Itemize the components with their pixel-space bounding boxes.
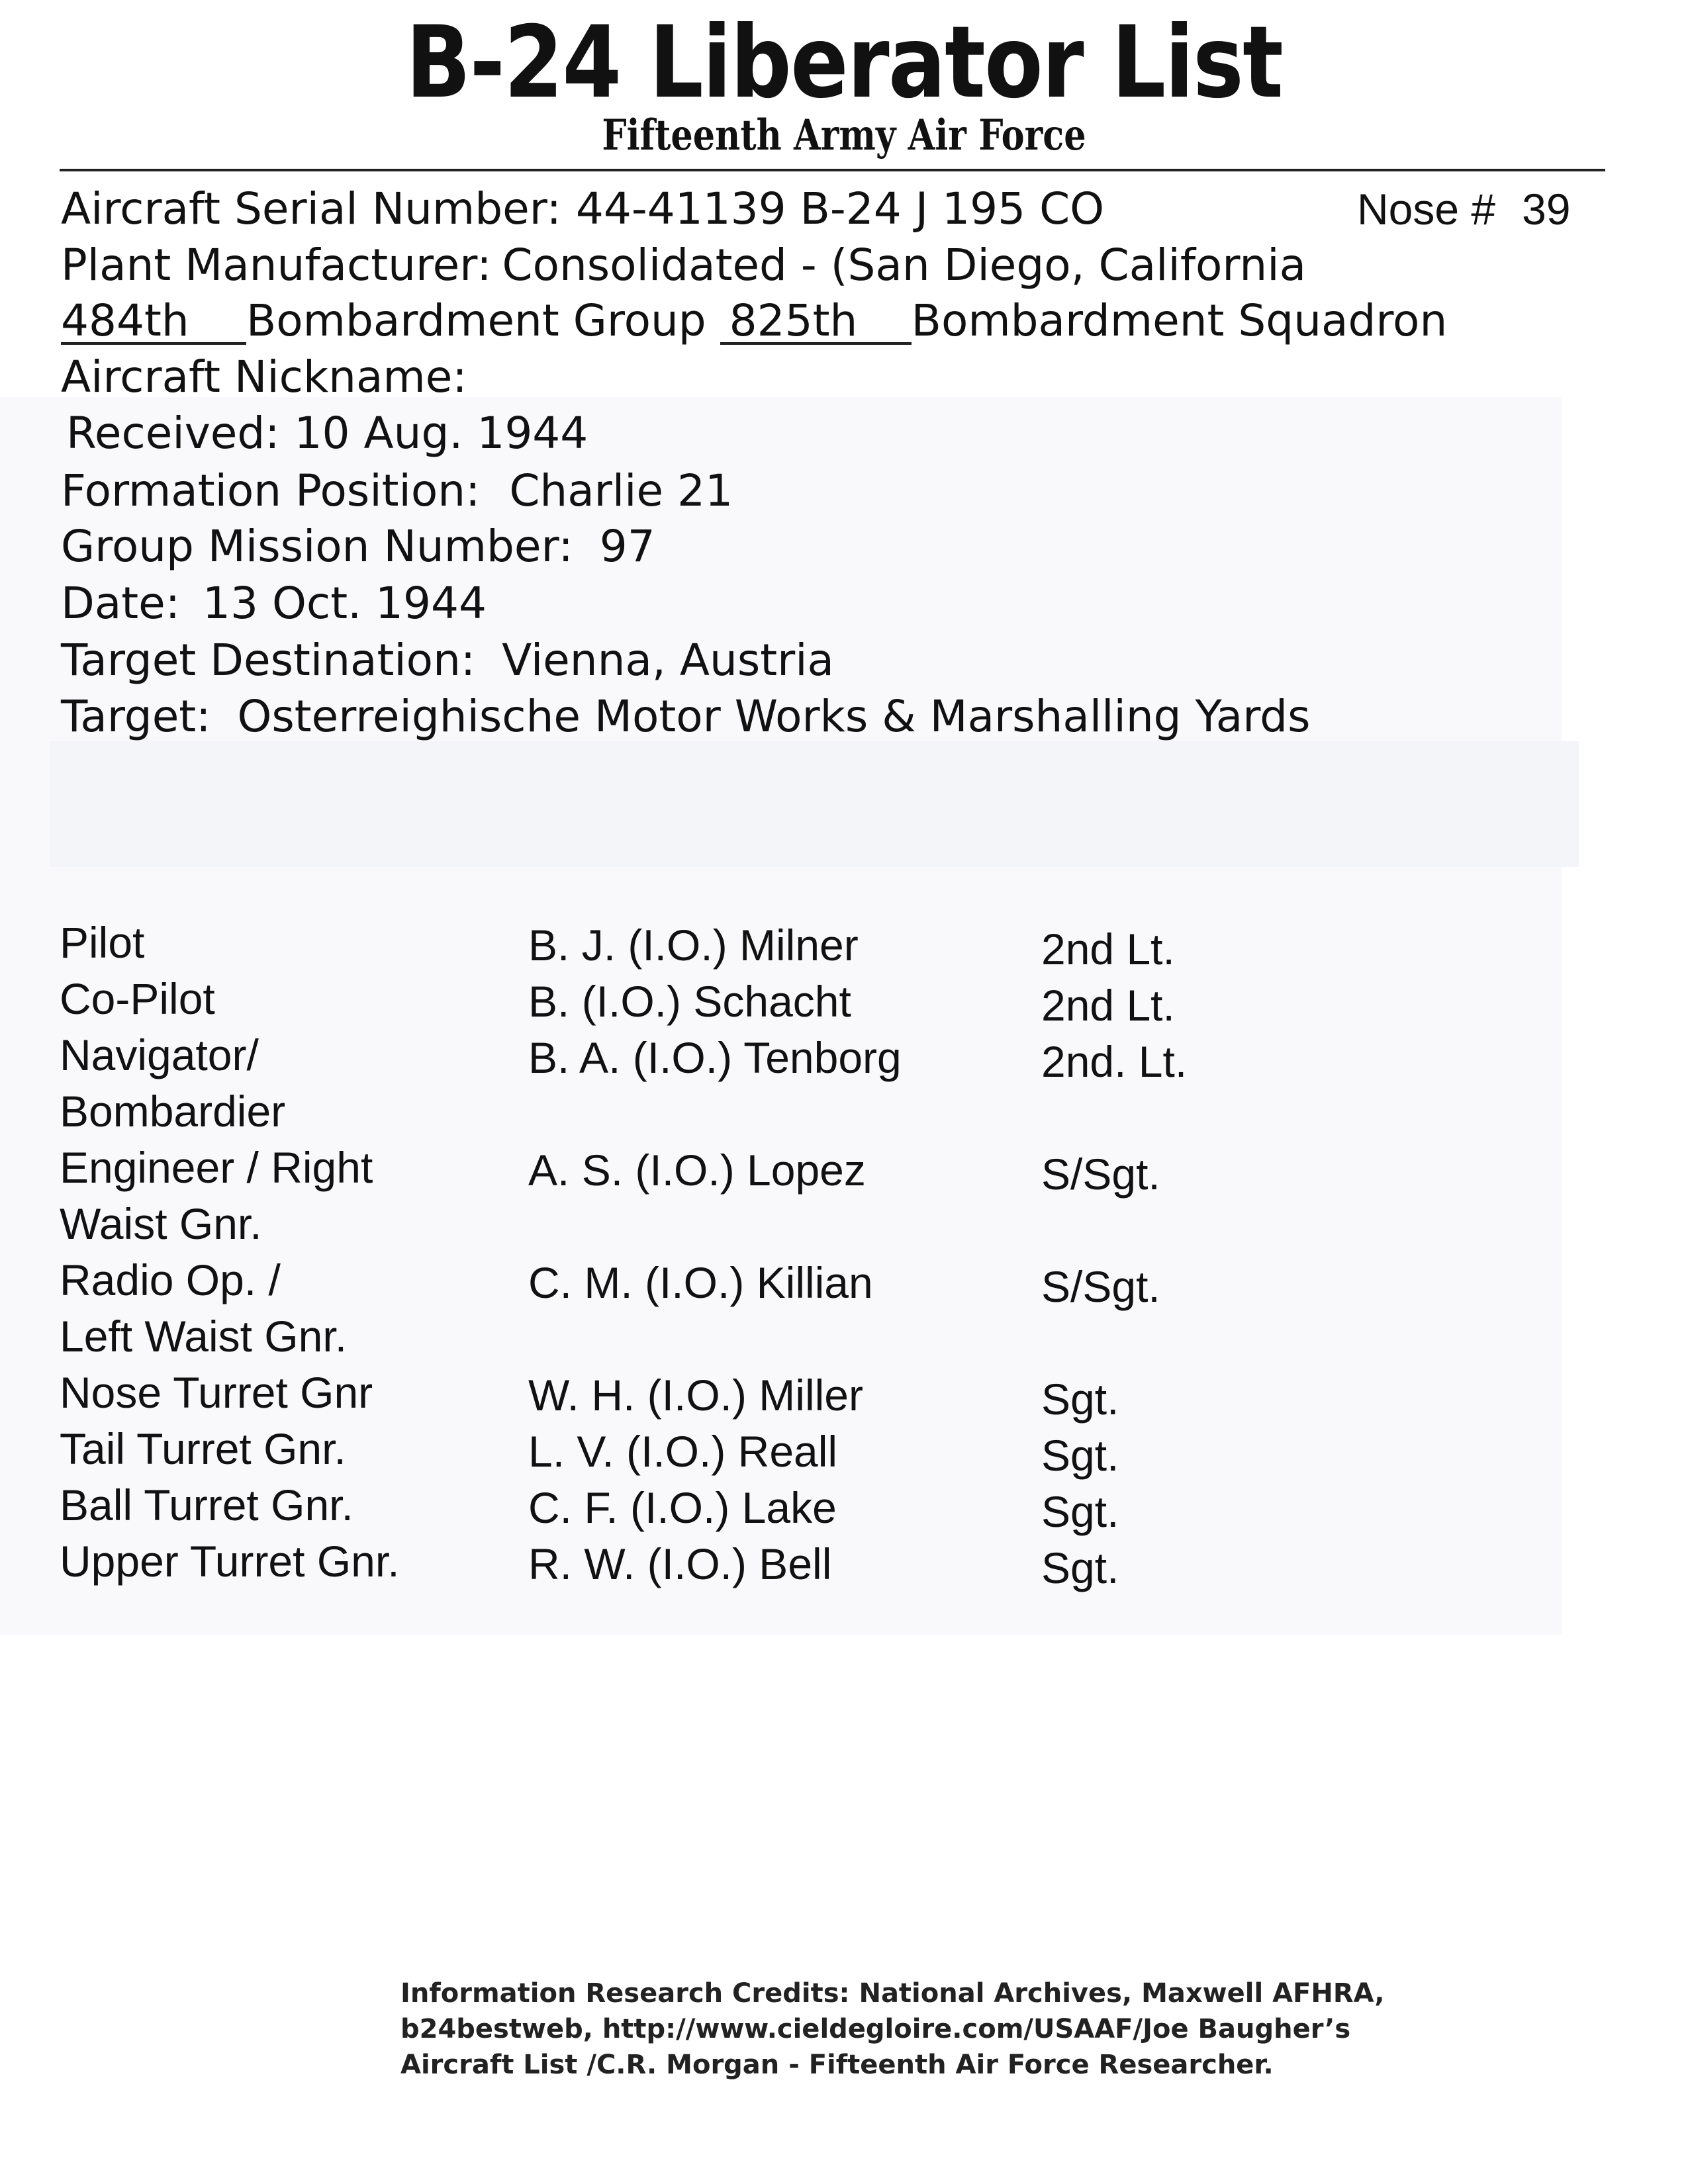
crew-rank: Sgt.	[1041, 1375, 1119, 1424]
received-label: Received:	[66, 408, 280, 459]
target-value: Osterreighische Motor Works & Marshalling Yards	[237, 691, 1311, 742]
crew-rank: 2nd Lt.	[1041, 925, 1175, 974]
crew-position: Upper Turret Gnr.	[60, 1537, 400, 1586]
crew-position-column	[60, 915, 400, 1590]
crew-rank: 2nd Lt.	[1041, 981, 1175, 1030]
crew-position: Engineer / Right	[60, 1143, 373, 1192]
mission-row	[61, 520, 655, 573]
crew-rank: Sgt.	[1041, 1543, 1119, 1592]
crew-name: C. F. (I.O.) Lake	[528, 1483, 837, 1532]
crew-name: B. A. (I.O.) Tenborg	[528, 1033, 902, 1082]
credits-line: Aircraft List /C.R. Morgan - Fifteenth Air Force Researcher.	[400, 2050, 1274, 2080]
crew-name: W. H. (I.O.) Miller	[528, 1371, 863, 1420]
mission-label: Group Mission Number:	[61, 521, 573, 572]
received-value: 10 Aug. 1944	[294, 408, 588, 459]
nose-number-value: 39	[1522, 185, 1571, 234]
nickname-label: Aircraft Nickname:	[61, 351, 467, 402]
date-label: Date:	[61, 578, 180, 629]
background-patch	[50, 741, 1579, 867]
unit-row	[61, 295, 1447, 347]
research-credits	[400, 1976, 1393, 2083]
plant-manufacturer-label: Plant Manufacturer:	[61, 240, 492, 291]
squadron-label: Bombardment Squadron	[911, 295, 1448, 346]
formation-row	[61, 465, 733, 518]
crew-position: Ball Turret Gnr.	[60, 1480, 353, 1529]
crew-position: Nose Turret Gnr	[60, 1368, 373, 1417]
received-row	[66, 407, 588, 460]
formation-label: Formation Position:	[61, 465, 481, 516]
crew-position: Navigator/	[60, 1030, 259, 1079]
date-value: 13 Oct. 1944	[203, 578, 487, 629]
destination-row	[61, 634, 834, 687]
crew-position-continued: Waist Gnr.	[60, 1199, 262, 1248]
crew-name: B. (I.O.) Schacht	[528, 977, 851, 1026]
credits-line: Information Research Credits: National Archives, Maxwell AFHRA,	[400, 1978, 1385, 2009]
crew-name: R. W. (I.O.) Bell	[528, 1539, 832, 1588]
crew-rank: Sgt.	[1041, 1431, 1119, 1480]
target-label: Target:	[61, 691, 211, 742]
page-subtitle: Fifteenth Army Air Force	[602, 111, 1086, 160]
group-number: 484th	[61, 300, 246, 345]
group-label: Bombardment Group	[246, 295, 706, 346]
page-title: B-24 Liberator List	[405, 5, 1283, 120]
crew-rank: Sgt.	[1041, 1487, 1119, 1536]
crew-name: L. V. (I.O.) Reall	[528, 1427, 838, 1476]
plant-manufacturer-row	[61, 239, 1306, 292]
crew-name: A. S. (I.O.) Lopez	[528, 1146, 866, 1195]
crew-name: C. M. (I.O.) Killian	[528, 1258, 873, 1307]
crew-position: Pilot	[60, 918, 145, 967]
nickname-row	[61, 351, 482, 404]
crew-position-continued: Left Waist Gnr.	[60, 1312, 348, 1361]
formation-value: Charlie 21	[509, 465, 733, 516]
nose-number-row	[1357, 183, 1571, 236]
crew-rank-column	[1041, 921, 1187, 1596]
crew-position: Radio Op. /	[60, 1255, 281, 1304]
crew-position: Tail Turret Gnr.	[60, 1424, 346, 1473]
crew-rank: 2nd. Lt.	[1041, 1037, 1188, 1086]
crew-position-continued: Bombardier	[60, 1087, 286, 1136]
plant-manufacturer-value: Consolidated - (San Diego, California	[502, 240, 1307, 291]
crew-rank: S/Sgt.	[1041, 1150, 1160, 1199]
nose-number-label: Nose #	[1357, 185, 1496, 234]
target-row	[61, 690, 1310, 743]
mission-value: 97	[599, 521, 655, 572]
serial-number-row	[61, 183, 1104, 236]
serial-number-value: 44-41139 B-24 J 195 CO	[575, 183, 1105, 234]
destination-label: Target Destination:	[61, 635, 476, 686]
serial-number-label: Aircraft Serial Number:	[61, 183, 561, 234]
destination-value: Vienna, Austria	[502, 635, 835, 686]
crew-name-column	[528, 917, 902, 1592]
crew-name: B. J. (I.O.) Milner	[528, 921, 859, 970]
header-rule	[60, 169, 1605, 171]
date-row	[61, 577, 487, 630]
credits-line: b24bestweb, http://www.cieldegloire.com/USAAF/Joe Baugher’s	[400, 2014, 1351, 2044]
crew-rank: S/Sgt.	[1041, 1262, 1160, 1311]
crew-position: Co-Pilot	[60, 974, 215, 1023]
squadron-number: 825th	[720, 300, 912, 345]
